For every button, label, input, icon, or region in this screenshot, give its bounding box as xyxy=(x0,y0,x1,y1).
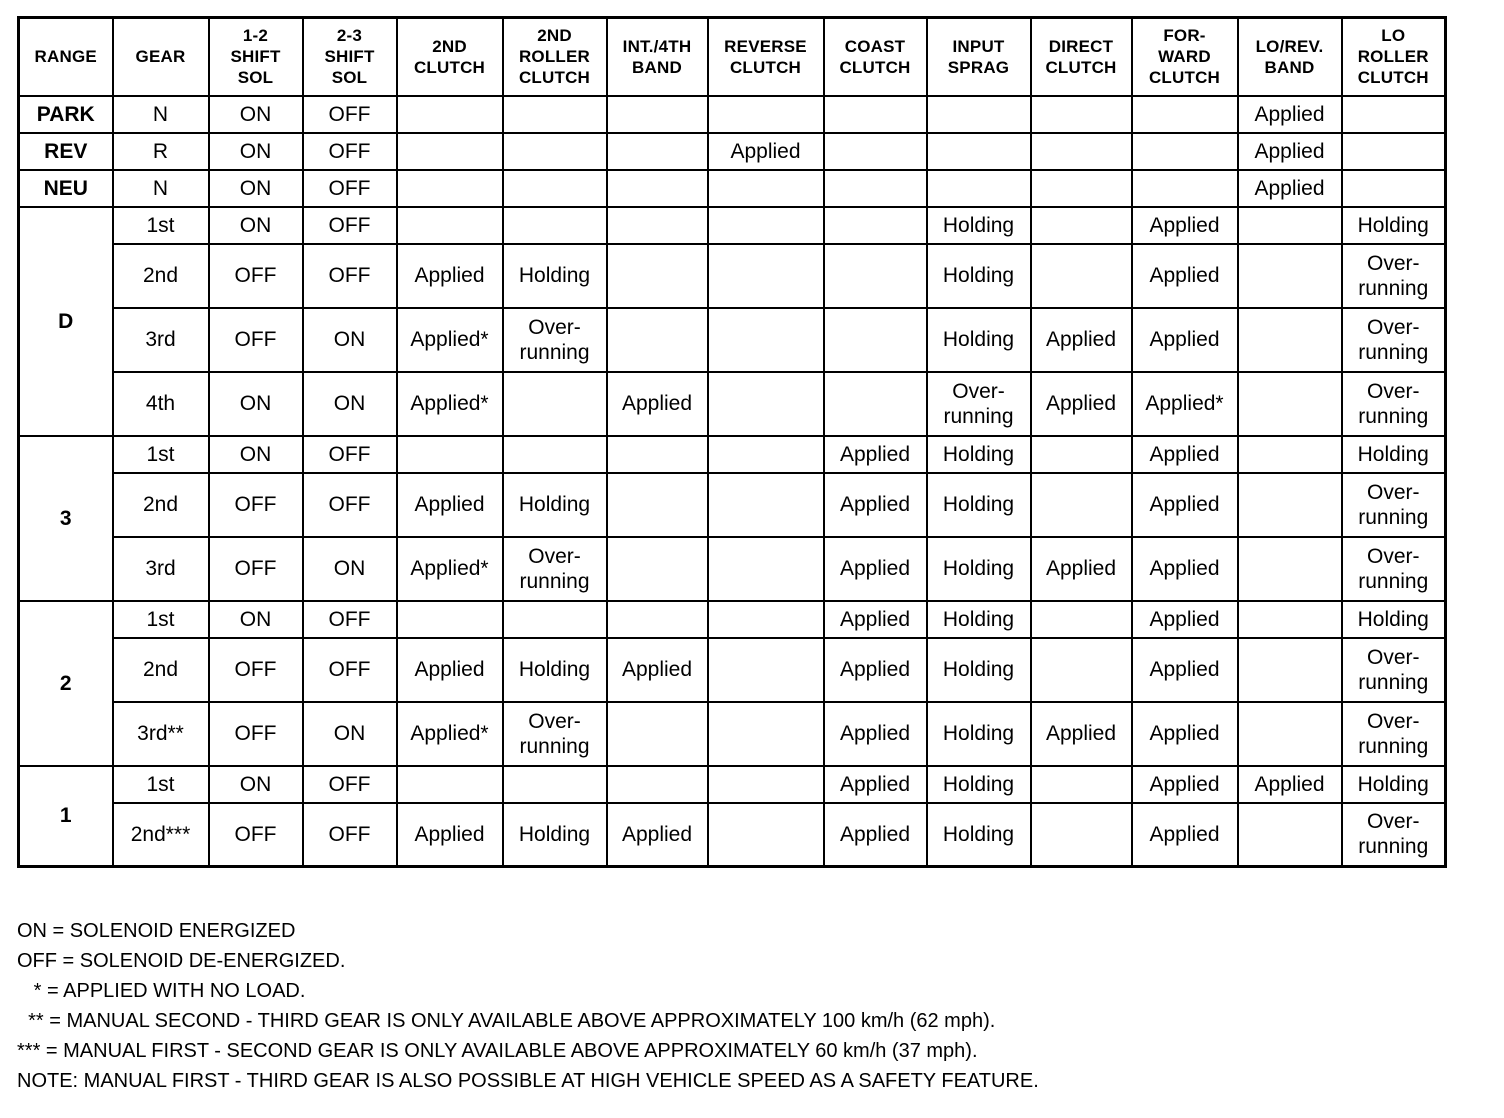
int-4th-band-cell xyxy=(607,170,708,207)
int-4th-band-cell xyxy=(607,601,708,638)
2nd-clutch-cell xyxy=(397,170,503,207)
2nd-clutch-cell xyxy=(397,96,503,133)
gear-cell: 3rd xyxy=(113,537,209,601)
table-row xyxy=(19,308,1446,372)
direct-clutch-cell xyxy=(1031,170,1132,207)
input-sprag-cell: Holding xyxy=(927,803,1031,867)
lo-roller-clutch-cell: Over- running xyxy=(1342,638,1446,702)
shift-sol-2-3-cell: OFF xyxy=(303,244,397,308)
int-4th-band-cell xyxy=(607,473,708,537)
input-sprag-cell: Holding xyxy=(927,702,1031,766)
note-line: *** = MANUAL FIRST - SECOND GEAR IS ONLY AVAILABLE ABOVE APPROXIMATELY 60 km/h (37 mph). xyxy=(17,1040,978,1062)
shift-sol-2-3-cell: ON xyxy=(303,537,397,601)
header-coast-clutch: COAST CLUTCH xyxy=(824,18,927,96)
lo-rev-band-cell xyxy=(1238,537,1342,601)
lo-rev-band-cell: Applied xyxy=(1238,170,1342,207)
lo-roller-clutch-cell: Holding xyxy=(1342,207,1446,244)
shift-sol-2-3-cell: OFF xyxy=(303,133,397,170)
header-input-sprag: INPUT SPRAG xyxy=(927,18,1031,96)
lo-rev-band-cell xyxy=(1238,601,1342,638)
2nd-clutch-cell: Applied xyxy=(397,638,503,702)
shift-sol-1-2-cell: ON xyxy=(209,766,303,803)
reverse-clutch-cell xyxy=(708,702,824,766)
header-forward-clutch: FOR- WARD CLUTCH xyxy=(1132,18,1238,96)
note-line: ON = SOLENOID ENERGIZED xyxy=(17,920,296,942)
reverse-clutch-cell xyxy=(708,537,824,601)
lo-roller-clutch-cell: Over- running xyxy=(1342,473,1446,537)
lo-rev-band-cell xyxy=(1238,803,1342,867)
2nd-roller-clutch-cell xyxy=(503,170,607,207)
lo-rev-band-cell: Applied xyxy=(1238,96,1342,133)
reverse-clutch-cell xyxy=(708,96,824,133)
direct-clutch-cell: Applied xyxy=(1031,372,1132,436)
shift-sol-1-2-cell: ON xyxy=(209,96,303,133)
shift-sol-1-2-cell: ON xyxy=(209,601,303,638)
reverse-clutch-cell xyxy=(708,473,824,537)
2nd-clutch-cell xyxy=(397,207,503,244)
gear-cell: 2nd xyxy=(113,244,209,308)
direct-clutch-cell xyxy=(1031,133,1132,170)
header-gear: GEAR xyxy=(113,18,209,96)
gear-cell: 3rd** xyxy=(113,702,209,766)
lo-rev-band-cell xyxy=(1238,207,1342,244)
lo-roller-clutch-cell xyxy=(1342,170,1446,207)
lo-roller-clutch-cell xyxy=(1342,96,1446,133)
header-reverse-clutch: REVERSE CLUTCH xyxy=(708,18,824,96)
lo-rev-band-cell xyxy=(1238,308,1342,372)
reverse-clutch-cell xyxy=(708,170,824,207)
table-row xyxy=(19,170,1446,207)
gear-cell: 3rd xyxy=(113,308,209,372)
coast-clutch-cell xyxy=(824,308,927,372)
int-4th-band-cell xyxy=(607,537,708,601)
forward-clutch-cell xyxy=(1132,133,1238,170)
reverse-clutch-cell xyxy=(708,244,824,308)
forward-clutch-cell: Applied* xyxy=(1132,372,1238,436)
gear-cell: 4th xyxy=(113,372,209,436)
coast-clutch-cell: Applied xyxy=(824,803,927,867)
reverse-clutch-cell xyxy=(708,207,824,244)
table-row xyxy=(19,537,1446,601)
coast-clutch-cell: Applied xyxy=(824,601,927,638)
header-2nd-roller-clutch: 2ND ROLLER CLUTCH xyxy=(503,18,607,96)
coast-clutch-cell: Applied xyxy=(824,766,927,803)
range-cell: PARK xyxy=(19,96,113,133)
lo-roller-clutch-cell: Holding xyxy=(1342,436,1446,473)
2nd-roller-clutch-cell: Holding xyxy=(503,638,607,702)
shift-sol-1-2-cell: OFF xyxy=(209,244,303,308)
header-2nd-clutch: 2ND CLUTCH xyxy=(397,18,503,96)
table-row xyxy=(19,803,1446,867)
direct-clutch-cell xyxy=(1031,638,1132,702)
2nd-clutch-cell xyxy=(397,601,503,638)
2nd-clutch-cell xyxy=(397,766,503,803)
shift-sol-2-3-cell: OFF xyxy=(303,96,397,133)
lo-roller-clutch-cell: Over- running xyxy=(1342,803,1446,867)
lo-rev-band-cell xyxy=(1238,244,1342,308)
header-lo-rev-band: LO/REV. BAND xyxy=(1238,18,1342,96)
reverse-clutch-cell xyxy=(708,372,824,436)
header-int-4th-band: INT./4TH BAND xyxy=(607,18,708,96)
int-4th-band-cell xyxy=(607,766,708,803)
forward-clutch-cell: Applied xyxy=(1132,766,1238,803)
gear-cell: 2nd*** xyxy=(113,803,209,867)
2nd-clutch-cell xyxy=(397,436,503,473)
shift-solenoid-clutch-application-chart xyxy=(17,16,1447,868)
reverse-clutch-cell xyxy=(708,436,824,473)
shift-sol-1-2-cell: OFF xyxy=(209,308,303,372)
direct-clutch-cell xyxy=(1031,96,1132,133)
table-row xyxy=(19,372,1446,436)
input-sprag-cell: Holding xyxy=(927,473,1031,537)
int-4th-band-cell: Applied xyxy=(607,372,708,436)
table-row xyxy=(19,207,1446,244)
2nd-clutch-cell: Applied* xyxy=(397,702,503,766)
coast-clutch-cell xyxy=(824,244,927,308)
lo-rev-band-cell xyxy=(1238,702,1342,766)
direct-clutch-cell xyxy=(1031,766,1132,803)
forward-clutch-cell: Applied xyxy=(1132,803,1238,867)
coast-clutch-cell: Applied xyxy=(824,702,927,766)
shift-sol-1-2-cell: ON xyxy=(209,372,303,436)
range-cell: NEU xyxy=(19,170,113,207)
legend-notes xyxy=(17,916,1039,1096)
2nd-roller-clutch-cell xyxy=(503,436,607,473)
table-row xyxy=(19,473,1446,537)
header-shift-sol-1-2: 1-2 SHIFT SOL xyxy=(209,18,303,96)
int-4th-band-cell xyxy=(607,702,708,766)
shift-sol-1-2-cell: ON xyxy=(209,133,303,170)
note-line: NOTE: MANUAL FIRST - THIRD GEAR IS ALSO POSSIBLE AT HIGH VEHICLE SPEED AS A SAFETY FEATURE. xyxy=(17,1070,1039,1092)
gear-cell: 1st xyxy=(113,207,209,244)
shift-sol-2-3-cell: OFF xyxy=(303,170,397,207)
input-sprag-cell: Holding xyxy=(927,638,1031,702)
gear-cell: 1st xyxy=(113,436,209,473)
int-4th-band-cell: Applied xyxy=(607,803,708,867)
2nd-roller-clutch-cell: Holding xyxy=(503,803,607,867)
forward-clutch-cell: Applied xyxy=(1132,207,1238,244)
coast-clutch-cell: Applied xyxy=(824,638,927,702)
2nd-clutch-cell xyxy=(397,133,503,170)
2nd-roller-clutch-cell: Holding xyxy=(503,473,607,537)
shift-sol-1-2-cell: OFF xyxy=(209,702,303,766)
direct-clutch-cell xyxy=(1031,803,1132,867)
input-sprag-cell: Holding xyxy=(927,207,1031,244)
int-4th-band-cell xyxy=(607,244,708,308)
range-cell: 2 xyxy=(19,601,113,766)
input-sprag-cell xyxy=(927,133,1031,170)
int-4th-band-cell xyxy=(607,133,708,170)
shift-sol-1-2-cell: OFF xyxy=(209,537,303,601)
lo-roller-clutch-cell: Over- running xyxy=(1342,244,1446,308)
2nd-clutch-cell: Applied xyxy=(397,244,503,308)
lo-rev-band-cell xyxy=(1238,638,1342,702)
forward-clutch-cell: Applied xyxy=(1132,473,1238,537)
2nd-clutch-cell: Applied xyxy=(397,803,503,867)
direct-clutch-cell xyxy=(1031,244,1132,308)
direct-clutch-cell xyxy=(1031,473,1132,537)
forward-clutch-cell xyxy=(1132,170,1238,207)
int-4th-band-cell xyxy=(607,436,708,473)
shift-sol-2-3-cell: OFF xyxy=(303,638,397,702)
shift-sol-2-3-cell: ON xyxy=(303,308,397,372)
lo-rev-band-cell xyxy=(1238,473,1342,537)
shift-sol-1-2-cell: OFF xyxy=(209,638,303,702)
int-4th-band-cell xyxy=(607,96,708,133)
lo-roller-clutch-cell: Over- running xyxy=(1342,308,1446,372)
2nd-roller-clutch-cell xyxy=(503,601,607,638)
range-cell: D xyxy=(19,207,113,436)
note-line: OFF = SOLENOID DE-ENERGIZED. xyxy=(17,950,346,972)
forward-clutch-cell: Applied xyxy=(1132,601,1238,638)
int-4th-band-cell xyxy=(607,207,708,244)
forward-clutch-cell: Applied xyxy=(1132,537,1238,601)
table-row xyxy=(19,244,1446,308)
lo-roller-clutch-cell: Holding xyxy=(1342,766,1446,803)
coast-clutch-cell xyxy=(824,133,927,170)
table-row xyxy=(19,638,1446,702)
input-sprag-cell: Holding xyxy=(927,308,1031,372)
reverse-clutch-cell: Applied xyxy=(708,133,824,170)
direct-clutch-cell: Applied xyxy=(1031,702,1132,766)
2nd-roller-clutch-cell: Holding xyxy=(503,244,607,308)
coast-clutch-cell xyxy=(824,170,927,207)
shift-sol-2-3-cell: OFF xyxy=(303,473,397,537)
input-sprag-cell: Holding xyxy=(927,244,1031,308)
coast-clutch-cell xyxy=(824,372,927,436)
coast-clutch-cell xyxy=(824,207,927,244)
forward-clutch-cell: Applied xyxy=(1132,436,1238,473)
input-sprag-cell xyxy=(927,96,1031,133)
int-4th-band-cell xyxy=(607,308,708,372)
direct-clutch-cell: Applied xyxy=(1031,308,1132,372)
shift-sol-1-2-cell: ON xyxy=(209,170,303,207)
table-row xyxy=(19,601,1446,638)
lo-rev-band-cell: Applied xyxy=(1238,133,1342,170)
direct-clutch-cell xyxy=(1031,601,1132,638)
shift-sol-1-2-cell: ON xyxy=(209,207,303,244)
reverse-clutch-cell xyxy=(708,308,824,372)
coast-clutch-cell: Applied xyxy=(824,436,927,473)
table-row xyxy=(19,133,1446,170)
2nd-roller-clutch-cell: Over- running xyxy=(503,308,607,372)
gear-cell: N xyxy=(113,96,209,133)
input-sprag-cell: Over- running xyxy=(927,372,1031,436)
shift-sol-2-3-cell: OFF xyxy=(303,601,397,638)
reverse-clutch-cell xyxy=(708,638,824,702)
gear-cell: 2nd xyxy=(113,638,209,702)
reverse-clutch-cell xyxy=(708,766,824,803)
shift-sol-1-2-cell: OFF xyxy=(209,473,303,537)
note-line: ** = MANUAL SECOND - THIRD GEAR IS ONLY AVAILABLE ABOVE APPROXIMATELY 100 km/h (62 mph). xyxy=(17,1010,996,1032)
2nd-roller-clutch-cell xyxy=(503,96,607,133)
forward-clutch-cell: Applied xyxy=(1132,638,1238,702)
shift-sol-1-2-cell: ON xyxy=(209,436,303,473)
shift-sol-2-3-cell: OFF xyxy=(303,766,397,803)
range-cell: 3 xyxy=(19,436,113,601)
shift-sol-2-3-cell: OFF xyxy=(303,207,397,244)
table-row xyxy=(19,702,1446,766)
header-range: RANGE xyxy=(19,18,113,96)
lo-rev-band-cell xyxy=(1238,436,1342,473)
2nd-clutch-cell: Applied* xyxy=(397,308,503,372)
lo-roller-clutch-cell xyxy=(1342,133,1446,170)
header-shift-sol-2-3: 2-3 SHIFT SOL xyxy=(303,18,397,96)
range-cell: 1 xyxy=(19,766,113,867)
input-sprag-cell: Holding xyxy=(927,601,1031,638)
header-row xyxy=(19,18,1446,96)
forward-clutch-cell: Applied xyxy=(1132,308,1238,372)
input-sprag-cell xyxy=(927,170,1031,207)
2nd-roller-clutch-cell xyxy=(503,372,607,436)
note-line: * = APPLIED WITH NO LOAD. xyxy=(17,980,306,1002)
table-row xyxy=(19,436,1446,473)
lo-roller-clutch-cell: Over- running xyxy=(1342,372,1446,436)
lo-roller-clutch-cell: Over- running xyxy=(1342,702,1446,766)
shift-sol-2-3-cell: OFF xyxy=(303,436,397,473)
lo-rev-band-cell xyxy=(1238,372,1342,436)
2nd-roller-clutch-cell: Over- running xyxy=(503,702,607,766)
input-sprag-cell: Holding xyxy=(927,537,1031,601)
reverse-clutch-cell xyxy=(708,601,824,638)
gear-cell: 1st xyxy=(113,601,209,638)
2nd-roller-clutch-cell xyxy=(503,207,607,244)
lo-rev-band-cell: Applied xyxy=(1238,766,1342,803)
direct-clutch-cell xyxy=(1031,207,1132,244)
lo-roller-clutch-cell: Holding xyxy=(1342,601,1446,638)
2nd-roller-clutch-cell xyxy=(503,133,607,170)
coast-clutch-cell xyxy=(824,96,927,133)
header-lo-roller-clutch: LO ROLLER CLUTCH xyxy=(1342,18,1446,96)
table-row xyxy=(19,766,1446,803)
shift-sol-2-3-cell: ON xyxy=(303,702,397,766)
2nd-clutch-cell: Applied* xyxy=(397,537,503,601)
shift-sol-2-3-cell: OFF xyxy=(303,803,397,867)
gear-cell: N xyxy=(113,170,209,207)
forward-clutch-cell xyxy=(1132,96,1238,133)
shift-sol-2-3-cell: ON xyxy=(303,372,397,436)
lo-roller-clutch-cell: Over- running xyxy=(1342,537,1446,601)
chart-body xyxy=(19,96,1446,867)
range-cell: REV xyxy=(19,133,113,170)
input-sprag-cell: Holding xyxy=(927,766,1031,803)
input-sprag-cell: Holding xyxy=(927,436,1031,473)
2nd-roller-clutch-cell: Over- running xyxy=(503,537,607,601)
int-4th-band-cell: Applied xyxy=(607,638,708,702)
coast-clutch-cell: Applied xyxy=(824,473,927,537)
direct-clutch-cell xyxy=(1031,436,1132,473)
gear-cell: R xyxy=(113,133,209,170)
2nd-clutch-cell: Applied* xyxy=(397,372,503,436)
gear-cell: 1st xyxy=(113,766,209,803)
coast-clutch-cell: Applied xyxy=(824,537,927,601)
forward-clutch-cell: Applied xyxy=(1132,702,1238,766)
gear-cell: 2nd xyxy=(113,473,209,537)
forward-clutch-cell: Applied xyxy=(1132,244,1238,308)
header-direct-clutch: DIRECT CLUTCH xyxy=(1031,18,1132,96)
table-row xyxy=(19,96,1446,133)
shift-sol-1-2-cell: OFF xyxy=(209,803,303,867)
2nd-roller-clutch-cell xyxy=(503,766,607,803)
direct-clutch-cell: Applied xyxy=(1031,537,1132,601)
reverse-clutch-cell xyxy=(708,803,824,867)
2nd-clutch-cell: Applied xyxy=(397,473,503,537)
